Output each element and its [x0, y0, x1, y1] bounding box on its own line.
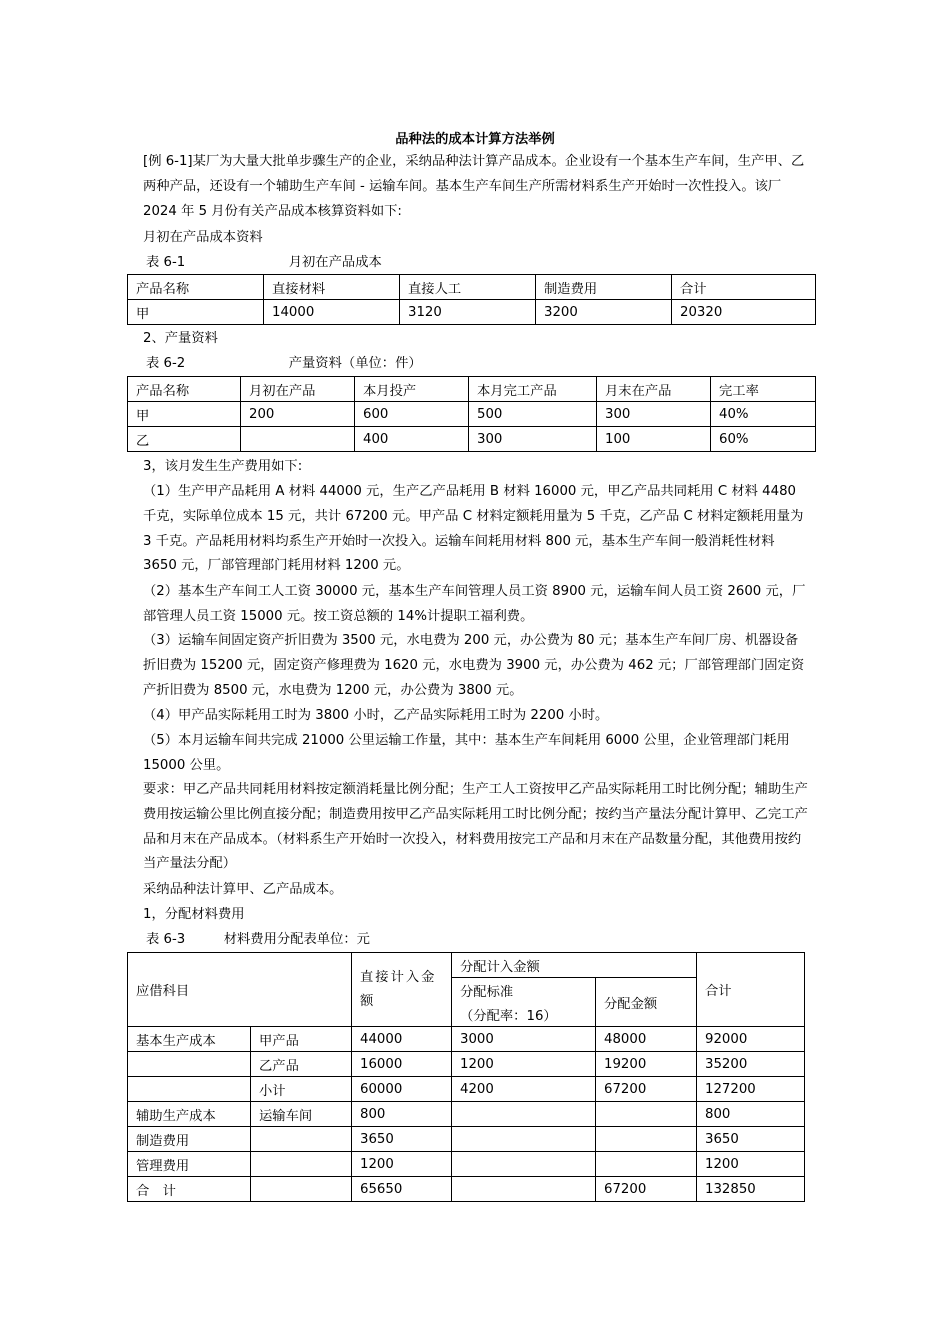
table-cell: 67200: [596, 1077, 697, 1102]
table3-caption-title: 材料费用分配表单位：元: [223, 932, 370, 947]
table1-caption: [146, 253, 382, 273]
table-row: [128, 1152, 805, 1177]
table-cell: [596, 1102, 697, 1127]
table2-caption-title: 产量资料（单位：件）: [288, 356, 422, 371]
table-cell: 1200: [352, 1152, 452, 1177]
table-cell: 92000: [697, 1027, 805, 1052]
requirement-paragraph: 要求：甲乙产品共同耗用材料按定额消耗量比例分配；生产工人工资按甲乙产品实际耗用工时比例分配；辅助生产费用按运输公里比例直接分配；制造费用按甲乙产品实际耗用工时比例分配；按约当产量法分配计算甲、乙完工产品和月末在产品成本。（材料系生产开始时一次投入，材料费用按完工产品和月末在产品数量分配，其他费用按约当产量法分配）: [143, 782, 808, 872]
table-cell: 乙: [128, 427, 241, 452]
table-cell: 400: [355, 427, 469, 452]
table-cell: 800: [352, 1102, 452, 1127]
method-line: 采纳品种法计算甲、乙产品成本。: [143, 882, 343, 897]
table-row: [128, 1102, 805, 1127]
table-cell: [241, 427, 355, 452]
table-cell: 3650: [352, 1127, 452, 1152]
table-header-cell: （分配率：16）: [452, 1002, 596, 1027]
table1-caption-no: 表 6-1: [146, 255, 186, 270]
expense-item-2: （2）基本生产车间工人工资 30000 元，基本生产车间管理人员工资 8900 元，运输车间人员工资 2600 元，厂部管理人员工资 15000 元。按工资总额的 14%计提职工福利费。: [143, 584, 806, 624]
table-cell: 甲: [128, 402, 241, 427]
table-cell: 1200: [452, 1052, 596, 1077]
table-cell: [128, 1077, 251, 1102]
table-cell: 500: [469, 402, 597, 427]
table-cell: [251, 1152, 352, 1177]
table-cell: 132850: [697, 1177, 805, 1202]
intro-paragraph: [例 6-1]某厂为大量大批单步骤生产的企业，采纳品种法计算产品成本。企业设有一个基本生产车间，生产甲、乙两种产品，还设有一个辅助生产车间 - 运输车间。基本生产车间生产所需材料系生产开始时一次性投入。该厂 2024 年 5 月份有关产品成本核算资料如下:: [143, 154, 805, 219]
table3-caption-no: 表 6-3: [146, 932, 186, 947]
table-cell: 200: [241, 402, 355, 427]
table-cell: 3200: [536, 300, 672, 325]
table-cell: 运输车间: [251, 1102, 352, 1127]
table-cell: 3650: [697, 1127, 805, 1152]
table-total-row: [128, 1177, 805, 1202]
table-row: [128, 1077, 805, 1102]
table-cell: 300: [597, 402, 711, 427]
table-cell: 甲: [128, 300, 264, 325]
table-cell: [452, 1127, 596, 1152]
table-cell: 35200: [697, 1052, 805, 1077]
table-cell: 14000: [264, 300, 400, 325]
table2-caption: [146, 354, 422, 374]
table-cell: 100: [597, 427, 711, 452]
table-cell: [452, 1152, 596, 1177]
table-cell: 小计: [251, 1077, 352, 1102]
table-cell: 管理费用: [128, 1152, 251, 1177]
table-cell: 127200: [697, 1077, 805, 1102]
table-header-cell: 直接材料: [264, 275, 400, 300]
table-cell: 19200: [596, 1052, 697, 1077]
table-header-cell: 产品名称: [128, 275, 264, 300]
expense-item-4: （4）甲产品实际耗用工时为 3800 小时，乙产品实际耗用工时为 2200 小时。: [143, 708, 609, 723]
table-header-cell: 月末在产品: [597, 377, 711, 402]
table-header-cell: 产品名称: [128, 377, 241, 402]
table-cell: 乙产品: [251, 1052, 352, 1077]
table-cell: 300: [469, 427, 597, 452]
table-row: [128, 1027, 805, 1052]
table1-caption-title: 月初在产品成本: [288, 255, 382, 270]
table-cell: 3120: [400, 300, 536, 325]
table-cell: 16000: [352, 1052, 452, 1077]
expense-item-3: （3）运输车间固定资产折旧费为 3500 元，水电费为 200 元，办公费为 80 元；基本生产车间厂房、机器设备折旧费为 15200 元，固定资产修理费为 1620 元，水电费为 3900 元，办公费为 462 元；厂部管理部门固定资产折旧费为 8500 元，水电费为 1200 元，办公费为 3800 元。: [143, 633, 805, 698]
table-cell: 48000: [596, 1027, 697, 1052]
table-row: [128, 1052, 805, 1077]
table-cell: 4200: [452, 1077, 596, 1102]
expense-item-1: （1）生产甲产品耗用 A 材料 44000 元，生产乙产品耗用 B 材料 16000 元，甲乙产品共同耗用 C 材料 4480 千克，实际单位成本 15 元，共计 67200 元。甲产品 C 材料定额耗用量为 5 千克，乙产品 C 材料定额耗用量为 3 千克。产品耗用材料均系生产开始时一次投入。运输车间耗用材料 800 元，基本生产车间一般消耗性材料 3650 元，厂部管理部门耗用材料 1200 元。: [143, 484, 804, 574]
table-cell: 60000: [352, 1077, 452, 1102]
table-cell: 1200: [697, 1152, 805, 1177]
table-cell: 制造费用: [128, 1127, 251, 1152]
table-header-cell: 直接计入金额: [352, 953, 452, 1027]
section1-heading: 月初在产品成本资料: [143, 230, 263, 245]
table-cell: 甲产品: [251, 1027, 352, 1052]
table-header-cell: 合计: [697, 953, 805, 1027]
table-cell: 基本生产成本: [128, 1027, 251, 1052]
table-cell: 800: [697, 1102, 805, 1127]
table-cell: 44000: [352, 1027, 452, 1052]
table-header-cell: 分配计入金额: [452, 953, 697, 978]
table-cell: 20320: [672, 300, 816, 325]
table2-caption-no: 表 6-2: [146, 356, 186, 371]
table3: [127, 952, 805, 1202]
table-cell: 3000: [452, 1027, 596, 1052]
table-cell: 67200: [596, 1177, 697, 1202]
table1: [127, 274, 816, 325]
table-header-cell: 分配金额: [596, 978, 697, 1027]
expense-item-5: （5）本月运输车间共完成 21000 公里运输工作量，其中：基本生产车间耗用 6000 公里，企业管理部门耗用 15000 公里。: [143, 733, 790, 773]
table-header-row: [128, 275, 816, 300]
table-cell: 40%: [711, 402, 816, 427]
table-row: [128, 427, 816, 452]
table-cell: [251, 1177, 352, 1202]
table-cell: [251, 1127, 352, 1152]
table-row: [128, 300, 816, 325]
table-cell: 合 计: [128, 1177, 251, 1202]
table-cell: 60%: [711, 427, 816, 452]
table-row: [128, 402, 816, 427]
table-cell: [128, 1052, 251, 1077]
table-cell: [452, 1102, 596, 1127]
section2-heading: 2、产量资料: [143, 331, 218, 346]
table3-caption: [146, 930, 370, 950]
table-header-cell: 本月完工产品: [469, 377, 597, 402]
table-row: [128, 1127, 805, 1152]
table-cell: 600: [355, 402, 469, 427]
section3-heading: 3，该月发生生产费用如下:: [143, 459, 303, 474]
table-header-cell: 合计: [672, 275, 816, 300]
step1-heading: 1，分配材料费用: [143, 907, 245, 922]
table-header-cell: 分配标准: [452, 978, 596, 1003]
table-header-cell: 应借科目: [128, 953, 352, 1027]
table-cell: [596, 1127, 697, 1152]
table-header-row: [128, 377, 816, 402]
table-header-cell: 制造费用: [536, 275, 672, 300]
table-header-row: [128, 953, 805, 978]
table-cell: [596, 1152, 697, 1177]
table-header-cell: 直接人工: [400, 275, 536, 300]
table2: [127, 376, 816, 452]
table-header-cell: 完工率: [711, 377, 816, 402]
table-header-cell: 本月投产: [355, 377, 469, 402]
table-cell: [452, 1177, 596, 1202]
page-title: 品种法的成本计算方法举例: [395, 132, 555, 147]
table-cell: 65650: [352, 1177, 452, 1202]
table-header-cell: 月初在产品: [241, 377, 355, 402]
table-cell: 辅助生产成本: [128, 1102, 251, 1127]
